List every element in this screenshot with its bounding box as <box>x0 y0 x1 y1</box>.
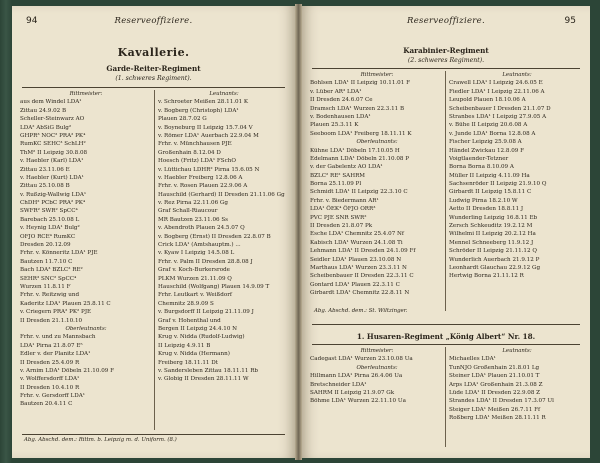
roster-line: Fischer Leipzig 25.9.08 A <box>449 139 522 146</box>
roster-line: Graf v. Hohenthal und <box>158 317 221 324</box>
left-running-head: Reserveoffiziere. <box>114 16 193 26</box>
unit1-title: Karabinier-Regiment <box>403 46 489 55</box>
roster-line: Kabisch LDA¹ Wurzen 24.1.08 Ti <box>310 239 403 246</box>
right-page-number: 95 <box>564 16 576 26</box>
roster-line: v. Globig II Dresden 28.11.11 W <box>158 376 249 383</box>
roster-line: OFJO RCE⁴ RumKC <box>20 233 76 240</box>
roster-line: Graf Schall-Riaucour <box>158 208 218 215</box>
roster-line: v. Rez Pirna 22.11.06 Gg <box>158 200 228 207</box>
roster-line: aus dem Windel LDA¹ <box>20 99 82 106</box>
roster-line: SWFR² SWR² SpCC⁴ <box>20 208 78 215</box>
roster-line: v. Haebler Freiberg 12.8.06 A <box>158 174 243 181</box>
roster-line: Girbardt II Leipzig 15.8.11 C <box>449 189 532 196</box>
roster-line: Frhr. v. Könneritz LDA¹ PJE <box>20 250 98 257</box>
column-divider <box>154 90 155 430</box>
roster-line: Roßberg LDA¹ Meißen 28.11.11 R <box>449 415 546 422</box>
left-column-leutnants <box>158 90 290 384</box>
roster-line: Borna 25.11.09 Pl <box>310 181 362 188</box>
rank-heading: Oberleutnants: <box>356 364 398 371</box>
roster-line: Schröder II Leipzig 21.11.12 Q <box>449 248 537 255</box>
roster-line: MR Bautzen 23.11.06 Ss <box>158 216 229 223</box>
roster-line: Steiger LDA¹ Meißen 26.7.11 Ff <box>449 406 541 413</box>
roster-line: v. Abendroth Plauen 24.5.07 Q <box>158 225 245 232</box>
roster-line: v. Bogberg (Christoph) LDA¹ <box>158 107 239 114</box>
roster-line: Graf v. Koch-Burkersrode <box>158 267 230 274</box>
roster-line: Frhr. v. Gersdorff LDA¹ <box>20 393 86 400</box>
right-column-leutnants <box>449 71 585 281</box>
roster-line: Borna Borna 8.10.09 A <box>449 164 514 171</box>
unit-title: Garde-Reiter-Regiment <box>106 64 201 73</box>
roster-line: II Dresden 25.4.09 R <box>20 359 80 366</box>
roster-line: Dresden 20.12.09 <box>20 242 71 249</box>
footer-rule <box>22 434 285 435</box>
left-page <box>12 6 295 458</box>
roster-line: Seidler LDA¹ Plauen 23.10.08 N <box>310 256 402 263</box>
roster-line: Lüde LDA¹ II Dresden 22.9.08 Z <box>449 389 541 396</box>
roster-line: v. Bogberg (Ernst) II Dresden 22.8.07 B <box>158 233 271 240</box>
roster-line: SAHRM II Leipzig 21.9.07 Gk <box>310 389 395 396</box>
roster-line: Leupold Plauen 18.10.06 A <box>449 97 526 104</box>
roster-line: Kaderitz LDA¹ Plauen 25.8.11 C <box>20 300 111 307</box>
right-running-head: Reserveoffiziere. <box>407 16 485 26</box>
roster-line: Hauschild (Wolfgang) Plauen 14.9.09 T <box>158 283 270 290</box>
right-column-divider <box>445 71 446 311</box>
unit2-top-rule <box>312 324 580 325</box>
right-page <box>302 6 590 458</box>
roster-line: Edelmann LDA¹ Döbeln 21.10.08 P <box>310 155 410 162</box>
roster-line: Frhr. Leutkart v. Weißdorf <box>158 292 232 299</box>
rank-heading: Leutnants: <box>502 72 532 78</box>
roster-line: Steiner LDA¹ Plauen 21.10.01 T <box>449 373 540 380</box>
roster-line: Chemnitz 28.9.09 S <box>158 300 214 307</box>
roster-line: Seeboom LDA¹ Freiberg 18.11.11 K <box>310 130 412 137</box>
roster-line: Schmidt LDA¹ II Leipzig 22.3.10 C <box>310 189 408 196</box>
right-column-husaren-1 <box>310 347 444 406</box>
roster-line: v. Rußzig-Wallwig LDA¹ <box>20 191 87 198</box>
roster-line: Bach LDA³ BZLC² RE² <box>20 267 83 274</box>
roster-line: Zittau 23.11.06 E <box>20 166 70 173</box>
roster-line: Hoesch (Fritz) LDA¹ FSchO <box>158 158 236 165</box>
roster-line: Cadegast LDA¹ Wurzen 23.10.08 Ua <box>310 356 413 363</box>
roster-line: Zittau 24.9.02 B <box>20 107 67 114</box>
roster-line: Frhr. v. Rosen Plauen 22.9.06 A <box>158 183 248 190</box>
roster-line: Wurzen 11.8.11 F <box>20 283 71 290</box>
roster-line: Hillmann LDA¹ Pirna 26.4.06 Ua <box>310 373 403 380</box>
roster-line: GHPR³ NOC² PRA² PK⁴ <box>20 132 86 139</box>
roster-line: v. Schroeter Meißen 28.11.01 K <box>158 99 249 106</box>
roster-line: Crawell LDA¹ I Leipzig 24.6.05 E <box>449 80 543 87</box>
book-gutter <box>295 4 302 460</box>
roster-line: Wunderlich Auerbach 21.9.12 P <box>449 256 540 263</box>
roster-line: Voigtlaender-Tetzner <box>449 155 509 162</box>
roster-line: v. Bodenhausen LDA¹ <box>310 113 371 120</box>
roster-line: Lehmann LDA¹ II Dresden 24.1.09 Ff <box>310 248 416 255</box>
roster-line: v. Junde LDA¹ Borna 12.8.08 A <box>449 130 536 137</box>
roster-line: II Dresden 10.4.10 R <box>20 384 80 391</box>
roster-line: Scheibenbauer I Dresden 21.1.07 D <box>449 105 551 112</box>
roster-line: Scheibenbauer II Dresden 22.3.11 C <box>310 273 414 280</box>
roster-line: Müller II Leipzig 4.11.09 Ha <box>449 172 530 179</box>
roster-line: Esche LDA¹ Chemnitz 25.4.07 Nf <box>310 231 404 238</box>
roster-line: Sachsenröder II Leipzig 21.9.10 Q <box>449 181 547 188</box>
roster-line: Leonhardt Glauchau 22.9.12 Gg <box>449 264 541 271</box>
roster-line: Plauen 25.3.11 K <box>310 122 359 129</box>
unit-subtitle: (1. schweres Regiment). <box>115 75 192 82</box>
roster-line: v. Criegern PRA² PK² PJE <box>20 309 92 316</box>
roster-line: Großenhain 8.12.04 D <box>158 149 221 156</box>
unit1-subtitle: (2. schweres Regiment). <box>407 57 485 64</box>
roster-line: Frhr. v. und zu Mannsbach <box>20 334 96 341</box>
roster-line: Frhr. v. Palm II Dresden 28.8.08 J <box>158 258 253 265</box>
roster-line: Freiberg 18.11.11 Dt <box>158 359 218 366</box>
roster-line: Barebach 25.10.08 L <box>20 216 80 223</box>
unit2-rule <box>312 344 580 345</box>
roster-line: PVC PJE SNR SWR² <box>310 214 367 221</box>
right-column-rittmeister <box>310 71 444 298</box>
roster-line: v. der Gabelentz AO LDA¹ <box>310 164 383 171</box>
roster-line: II Leipzig 4.9.11 B <box>158 342 211 349</box>
roster-line: Krug v. Nidda (Hermann) <box>158 351 230 358</box>
roster-line: v. Haebler (Kurt) LDA¹ <box>20 174 84 181</box>
left-footnote: Abg. Abschd. dem.: Rittm. b. Leipzig m. d. Uniform. (8.) <box>24 437 177 443</box>
roster-line: II Dresden 21.1.10.10 <box>20 317 83 324</box>
roster-line: Aetto II Dresden 18.8.11 J <box>449 206 524 213</box>
roster-line: v. Bühe II Leipzig 20.6.08 A <box>449 122 528 129</box>
roster-line: Strandes LDA¹ II Dresden 17.3.07 Ul <box>449 398 554 405</box>
roster-line: Marthaus LDA¹ Wurzen 23.3.11 N <box>310 264 407 271</box>
roster-line: v. Lüttichau LDHR² Pirna 15.6.05 N <box>158 166 260 173</box>
roster-line: Gontard LDA¹ Plauen 22.3.11 C <box>310 281 400 288</box>
rank-heading: Rittmeister: <box>360 348 394 354</box>
roster-line: v. Kyaw I Leipzig 14.5.08 L <box>158 250 235 257</box>
roster-line: II Dresden 21.8.07 Pk <box>310 223 373 230</box>
roster-line: Michaelles LDA¹ <box>449 356 496 363</box>
roster-line: PLKM Wurzen 21.11.09 Q <box>158 275 232 282</box>
roster-line: Hertwig Borna 21.11.12 R <box>449 273 524 280</box>
roster-line: Fiedler LDA¹ I Leipzig 22.11.06 A <box>449 88 545 95</box>
roster-line: LDA¹ ÖEK⁴ ÖFJO ORR³ <box>310 206 376 213</box>
roster-line: Zittau 25.10.08 B <box>20 183 70 190</box>
roster-line: v. Burgsdorff II Leipzig 21.11.09 J <box>158 309 254 316</box>
roster-line: Stranbes LDA¹ I Leipzig 27.9.05 A <box>449 113 547 120</box>
roster-line: ThM² II Leipzig 30.8.08 <box>20 149 88 156</box>
rank-heading: Oberleutnants: <box>65 325 107 332</box>
roster-line: v. Heynig LDA¹ Bulg² <box>20 225 80 232</box>
section-title: Kavallerie. <box>117 46 190 59</box>
roster-line: Bautzen 20.4.11 C <box>20 401 73 408</box>
roster-line: ChDH² PCbC PRA² PK⁴ <box>20 200 86 207</box>
roster-line: v. Wolffersdorff LDA¹ <box>20 376 80 383</box>
roster-line: Bretschneider LDA¹ <box>310 381 367 388</box>
roster-line: Girbardt LDA¹ Chemnitz 22.8.11 N <box>310 290 410 297</box>
roster-line: Zersch Schkeuditz 19.2.12 M <box>449 223 533 230</box>
roster-line: Arps LDA¹ Großenhain 21.3.08 Z <box>449 381 543 388</box>
rank-heading: Rittmeister: <box>360 72 394 78</box>
roster-line: TunNJO Großenhain 21.8.01 Lg <box>449 364 540 371</box>
left-page-number: 94 <box>26 16 38 26</box>
roster-line: Frhr. v. Biedermann AR¹ <box>310 197 379 204</box>
rank-heading: Rittmeister: <box>69 91 103 97</box>
roster-line: Böhme LDA¹ Wurzen 22.11.10 Ua <box>310 398 406 405</box>
rank-heading: Leutnants: <box>502 348 532 354</box>
roster-line: Bautzen 11.7.10 C <box>20 258 73 265</box>
roster-line: Kühne LDA¹ Döbeln 17.10.05 H <box>310 147 400 154</box>
unit1-rule <box>312 68 580 69</box>
roster-line: Scheller-Steinwarz AO <box>20 116 85 123</box>
roster-line: v. Römer LDA¹ Auerbach 22.9.04 M <box>158 132 259 139</box>
roster-line: Bohlsen LDA¹ II Leipzig 10.11.01 F <box>310 80 410 87</box>
header-rule <box>22 87 285 88</box>
roster-line: Dramsch LDA¹ Wurzen 22.3.11 B <box>310 105 405 112</box>
roster-line: Crick LDA¹ (Amtshauptm.) ... <box>158 242 241 249</box>
roster-line: LDA² AbSiG Bulg² <box>20 124 72 131</box>
roster-line: v. Haebler (Karl) LDA¹ <box>20 158 84 165</box>
roster-line: Frhr. v. Münchhausen PJE <box>158 141 232 148</box>
unit2-title: 1. Husaren-Regiment „König Albert“ Nr. 18. <box>356 332 536 341</box>
roster-line: Händel Zwickau 12.8.09 F <box>449 147 524 154</box>
roster-line: Krug v. Nidda (Rudolf-Ludwig) <box>158 334 245 341</box>
roster-line: v. Boyneburg II Leipzig 15.7.04 V <box>158 124 253 131</box>
roster-line: SEHR³ SNC² SpCC⁴ <box>20 275 77 282</box>
roster-line: Wunderling Leipzig 16.8.11 Eb <box>449 214 538 221</box>
roster-line: Mennel Schneeberg 11.9.12 J <box>449 239 534 246</box>
roster-line: Ludwig Pirna 18.2.10 W <box>449 197 518 204</box>
roster-line: Frhr. v. Reitzwig und <box>20 292 80 299</box>
roster-line: Edler v. der Planitz LDA¹ <box>20 351 91 358</box>
roster-line: v. Lüber AR³ LDA¹ <box>310 88 362 95</box>
roster-line: LDA¹ Pirna 21.8.07 E⁵ <box>20 342 83 349</box>
roster-line: Wilhelmi II Leipzig 20.2.12 Ha <box>449 231 536 238</box>
right-mid-footnote: Abg. Abschd. dem.: St. Wiltzinger. <box>314 308 408 314</box>
rank-heading: Oberleutnants: <box>356 139 398 146</box>
roster-line: v. Sandersleben Zittau 18.11.11 Rb <box>158 367 258 374</box>
roster-line: Hauschild (Gerhard) II Dresden 21.11.06 Gg <box>158 191 285 198</box>
roster-line: BZLC² RE² SAHRM <box>310 172 366 179</box>
roster-line: v. Arnim LDA¹ Döbeln 21.10.09 F <box>20 367 114 374</box>
right-column-husaren-2 <box>449 347 585 423</box>
roster-line: Plauen 28.7.02 G <box>158 116 207 123</box>
left-column-rittmeister <box>20 90 152 409</box>
rank-heading: Leutnants: <box>209 91 239 97</box>
roster-line: Bergen II Leipzig 24.4.10 N <box>158 325 238 332</box>
husaren-divider <box>445 347 446 447</box>
roster-line: RumKC SEHC³ SchLH² <box>20 141 86 148</box>
roster-line: II Dresden 24.6.07 Ce <box>310 97 373 104</box>
